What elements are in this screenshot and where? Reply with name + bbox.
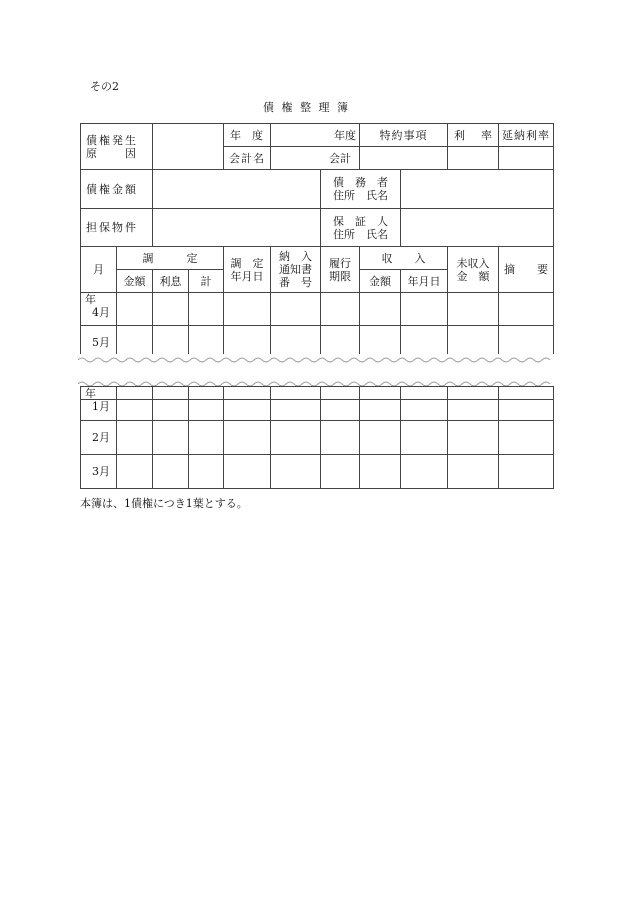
adjust-amount-header: 金額: [117, 270, 153, 293]
ledger-table-bottom: [80, 386, 554, 489]
account-name-value: 会計: [271, 147, 360, 170]
page-break-divider: [78, 354, 554, 388]
account-name-label: 会計名: [224, 147, 271, 170]
rate-label: 利 率: [448, 124, 499, 147]
receipt-amount-header: 金額: [360, 270, 401, 293]
adjust-date-header: 調 定 年月日: [224, 247, 271, 293]
notice-number-header: 納 入 通知書 番 号: [271, 247, 321, 293]
remarks-header: 摘 要: [499, 247, 554, 293]
late-rate-value: [499, 147, 554, 170]
special-terms-label: 特約事項: [360, 124, 448, 147]
receipt-date-header: 年月日: [401, 270, 448, 293]
month-cell: 2月: [81, 421, 117, 455]
adjust-total-header: 計: [189, 270, 224, 293]
late-rate-label: 延納利率: [499, 124, 554, 147]
month-cell: 年 1月: [81, 387, 117, 421]
page-title: 債 権 整 理 簿: [263, 101, 350, 114]
collateral-value: [153, 209, 321, 247]
origin-value: [153, 124, 224, 170]
debtor-label: 債 務 者 住所 氏名: [321, 170, 401, 209]
month-cell: 年 4月: [81, 293, 117, 326]
footer-note: 本簿は、1債権につき1葉とする。: [80, 497, 248, 510]
month-cell: 3月: [81, 455, 117, 489]
guarantor-label: 保 証 人 住所 氏名: [321, 209, 401, 247]
rate-value: [448, 147, 499, 170]
year-label: 年 度: [224, 124, 271, 147]
table-row: [81, 421, 554, 455]
receipt-header: 収 入: [360, 247, 448, 270]
amount-value: [153, 170, 321, 209]
month-header: 月: [81, 247, 117, 293]
unpaid-header: 未収入 金 額: [448, 247, 499, 293]
sub-label: その2: [90, 80, 119, 93]
deadline-header: 履行 期限: [321, 247, 360, 293]
table-row: [81, 387, 554, 421]
table-row: [81, 293, 554, 326]
amount-label: 債権金額: [81, 170, 153, 209]
table-row: [81, 455, 554, 489]
year-value: 年度: [271, 124, 360, 147]
guarantor-value: [401, 209, 554, 247]
collateral-label: 担保物件: [81, 209, 153, 247]
special-terms-value: [360, 147, 448, 170]
adjust-interest-header: 利息: [153, 270, 189, 293]
origin-label: 債権発生 原 因: [81, 124, 153, 170]
adjust-header: 調 定: [117, 247, 224, 270]
debtor-value: [401, 170, 554, 209]
month-cell: 5月: [81, 326, 117, 360]
